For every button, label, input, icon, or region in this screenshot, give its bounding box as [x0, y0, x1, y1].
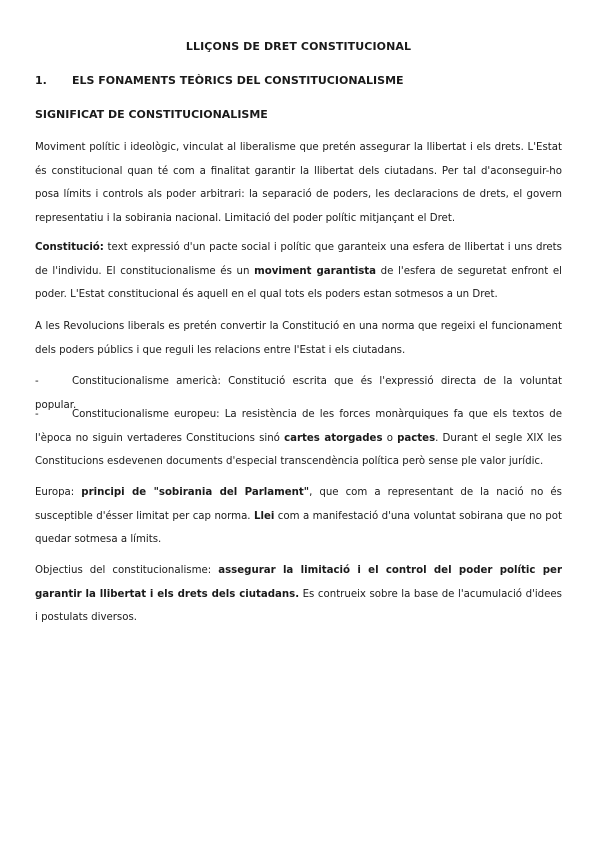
paragraph-text: Es contrueix sobre la base de l'acumulació d'idees i postulats diversos.: [35, 588, 562, 624]
paragraph-definition: Moviment polític i ideològic, vinculat al liberalisme que pretén assegurar la llibertat i els drets. L'Estat és constitucional quan té com a finalitat garantir la llibertat dels ciutadans. Per tal d'aconseguir-ho posa límits i controls als poder arbitrari: la separació de poders, les declaracions de drets, el govern representatiu i la sobirania nacional. Limitació del poder polític mitjançant el Dret.: [35, 142, 562, 225]
paragraph-constitucio: [35, 236, 562, 307]
list-dash: -: [35, 409, 39, 420]
list-item-text: . Durant el segle XIX les Constitucions esdevenen documents d'especial transcendència política però sense ple valor jurídic.: [35, 432, 562, 468]
paragraph-text: , que com a representant de la nació no és susceptible d'ésser limitat per cap norma.: [35, 487, 562, 522]
term-llei: Llei: [253, 510, 275, 522]
paragraph-europa: [35, 481, 562, 552]
section-heading: [35, 74, 404, 87]
list-item-text: Constitucionalisme americà: Constitució escrita que és l'expressió directa de la voluntat popular.: [35, 376, 562, 411]
subsection-heading: SIGNIFICAT DE CONSTITUCIONALISME: [35, 108, 268, 121]
paragraph-text: de l'esfera de seguretat enfront el poder. L'Estat constitucional és aquell en el qual tots els poders estan sotmesos a un Dret.: [35, 265, 562, 301]
paragraph-text: text expressió d'un pacte social i polític que garanteix una esfera de llibertat i uns drets de l'individu. El constitucionalisme és un: [35, 242, 562, 277]
term-constitucio: Constitució:: [35, 242, 104, 253]
paragraph-text: com a manifestació d'una voluntat sobirana que no pot quedar sotmesa a límits.: [35, 510, 562, 546]
document-title: LLIÇONS DE DRET CONSTITUCIONAL: [185, 40, 412, 53]
paragraph-text: Objectius del constitucionalisme:: [35, 565, 219, 576]
paragraph-objectius: [35, 559, 562, 630]
list-item-text: o: [382, 432, 398, 444]
list-dash: -: [35, 376, 39, 387]
paragraph-revolucions: A les Revolucions liberals es pretén convertir la Constitució en una norma que regeixi el funcionament dels poders públics i que reguli les relacions entre l'Estat i els ciutadans.: [35, 321, 562, 356]
paragraph-text: Europa:: [35, 487, 82, 498]
section-title: ELS FONAMENTS TEÒRICS DEL CONSTITUCIONALISME: [72, 74, 404, 87]
term-objectius: assegurar la limitació i el control del poder polític per garantir la llibertat i els drets dels ciutadans.: [35, 565, 562, 600]
list-item-europeu: [35, 403, 562, 474]
term-moviment-garantista: moviment garantista: [254, 265, 376, 277]
term-cartes-atorgades: cartes atorgades: [284, 432, 383, 444]
section-number: 1.: [35, 74, 47, 87]
term-pactes: pactes: [397, 432, 436, 444]
list-item-text: Constitucionalisme europeu: La resistència de les forces monàrquiques fa que els textos de l'època no siguin vertaderes Constitucions sinó: [35, 409, 562, 444]
term-sobirania-parlament: principi de "sobirania del Parlament": [81, 487, 310, 498]
